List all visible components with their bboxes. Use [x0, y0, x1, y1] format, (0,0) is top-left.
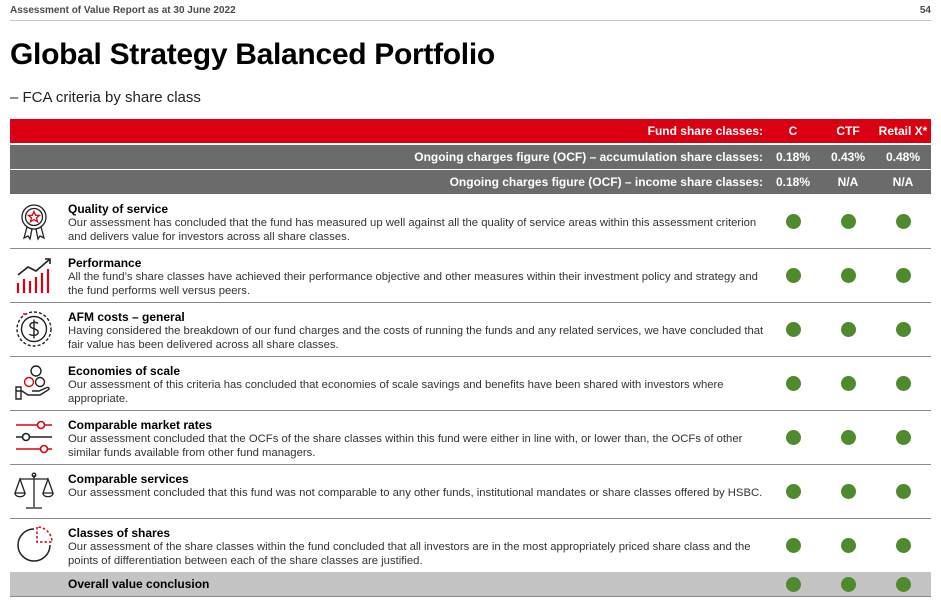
criterion-description: Our assessment concluded that this fund was not comparable to any other funds, institutional mandates or share classes offered by HSBC. [68, 487, 763, 499]
quality-rosette-icon [14, 201, 54, 241]
ocf-accumulation-retail-x: 0.48% [885, 150, 921, 164]
criterion-description: Our assessment concluded that the OCFs of the share classes within this fund were either in line with, or lower than, the OCFs of other similar funds available from other fund managers. [68, 433, 743, 459]
header-divider [10, 20, 931, 21]
balance-scale-icon [14, 471, 54, 511]
rating-dot-c [786, 484, 801, 499]
share-class-retail-x: Retail X* [878, 124, 928, 138]
page-title: Global Strategy Balanced Portfolio [10, 38, 495, 71]
criterion-title: Economies of scale [68, 364, 181, 378]
criterion-description: Our assessment has concluded that the fund has measured up well against all the quality of service areas within this assessment criterion and delivers value for investors across all share classes. [68, 217, 757, 243]
performance-bar-chart-icon [14, 255, 54, 295]
rating-dot-c [786, 376, 801, 391]
rating-dot-retail-x [896, 268, 911, 283]
ocf-accumulation-row [10, 145, 931, 169]
criterion-row-afm-costs [10, 303, 931, 357]
rating-dot-c [786, 214, 801, 229]
overall-rating-dot-retail-x [896, 577, 911, 592]
criterion-row-comparable-market-rates [10, 411, 931, 465]
rating-dot-retail-x [896, 376, 911, 391]
rating-dot-ctf [841, 322, 856, 337]
rating-dot-retail-x [896, 214, 911, 229]
rating-dot-retail-x [896, 484, 911, 499]
rating-dot-ctf [841, 268, 856, 283]
overall-rating-dot-ctf [841, 577, 856, 592]
overall-label: Overall value conclusion [68, 577, 210, 591]
rating-dot-ctf [841, 214, 856, 229]
overall-value-conclusion-row [10, 572, 931, 597]
page-subtitle: – FCA criteria by share class [10, 89, 201, 106]
report-header [10, 4, 931, 20]
rating-dot-ctf [841, 376, 856, 391]
dollar-coin-icon [14, 309, 54, 349]
criterion-row-quality-of-service [10, 195, 931, 249]
rating-dot-retail-x [896, 538, 911, 553]
rating-dot-c [786, 322, 801, 337]
criterion-description: Our assessment of this criteria has concluded that economies of scale savings and benefits have been shared with investors where appropriate. [68, 379, 724, 405]
criterion-title: Quality of service [68, 202, 169, 216]
page-number: 54 [919, 5, 931, 16]
ocf-accumulation-c: 0.18% [775, 150, 811, 164]
share-classes-header [10, 119, 931, 143]
share-class-ctf: CTF [836, 124, 860, 138]
ocf-income-row [10, 170, 931, 194]
criterion-title: Classes of shares [68, 526, 171, 540]
share-classes-label: Fund share classes: [647, 124, 763, 138]
rating-dot-ctf [841, 430, 856, 445]
rating-dot-ctf [841, 484, 856, 499]
criterion-row-performance [10, 249, 931, 303]
rating-dot-retail-x [896, 322, 911, 337]
ocf-income-retail-x: N/A [892, 175, 914, 189]
share-class-c: C [788, 124, 798, 138]
ocf-income-c: 0.18% [775, 175, 811, 189]
criterion-description: All the fund’s share classes have achieved their performance objective and other measures within their investment policy and strategy and the fund performs well versus peers. [68, 271, 758, 297]
ocf-income-ctf: N/A [837, 175, 859, 189]
hand-coins-icon [14, 363, 54, 403]
criterion-title: AFM costs – general [68, 310, 185, 324]
report-name: Assessment of Value Report as at 30 June 2022 [10, 5, 236, 16]
ocf-accumulation-label: Ongoing charges figure (OCF) – accumulation share classes: [414, 150, 763, 164]
slider-controls-icon [14, 417, 54, 457]
overall-rating-dot-c [786, 577, 801, 592]
criterion-row-economies-of-scale [10, 357, 931, 411]
criterion-title: Performance [68, 256, 142, 270]
rating-dot-ctf [841, 538, 856, 553]
criterion-description: Having considered the breakdown of our fund charges and the costs of running the funds and any related services, we have concluded that fair value has been delivered across all share classes. [68, 325, 764, 351]
ocf-income-label: Ongoing charges figure (OCF) – income share classes: [449, 175, 763, 189]
ocf-accumulation-ctf: 0.43% [830, 150, 866, 164]
rating-dot-c [786, 430, 801, 445]
criterion-title: Comparable market rates [68, 418, 213, 432]
criterion-row-comparable-services [10, 465, 931, 519]
criterion-row-classes-of-shares [10, 519, 931, 572]
criterion-description: Our assessment of the share classes within the fund concluded that all investors are in the most appropriately priced share class and the points of differentiation between each of the share classes are justified. [68, 541, 751, 567]
criterion-title: Comparable services [68, 472, 189, 486]
pie-segment-icon [14, 525, 54, 565]
rating-dot-c [786, 268, 801, 283]
rating-dot-retail-x [896, 430, 911, 445]
rating-dot-c [786, 538, 801, 553]
